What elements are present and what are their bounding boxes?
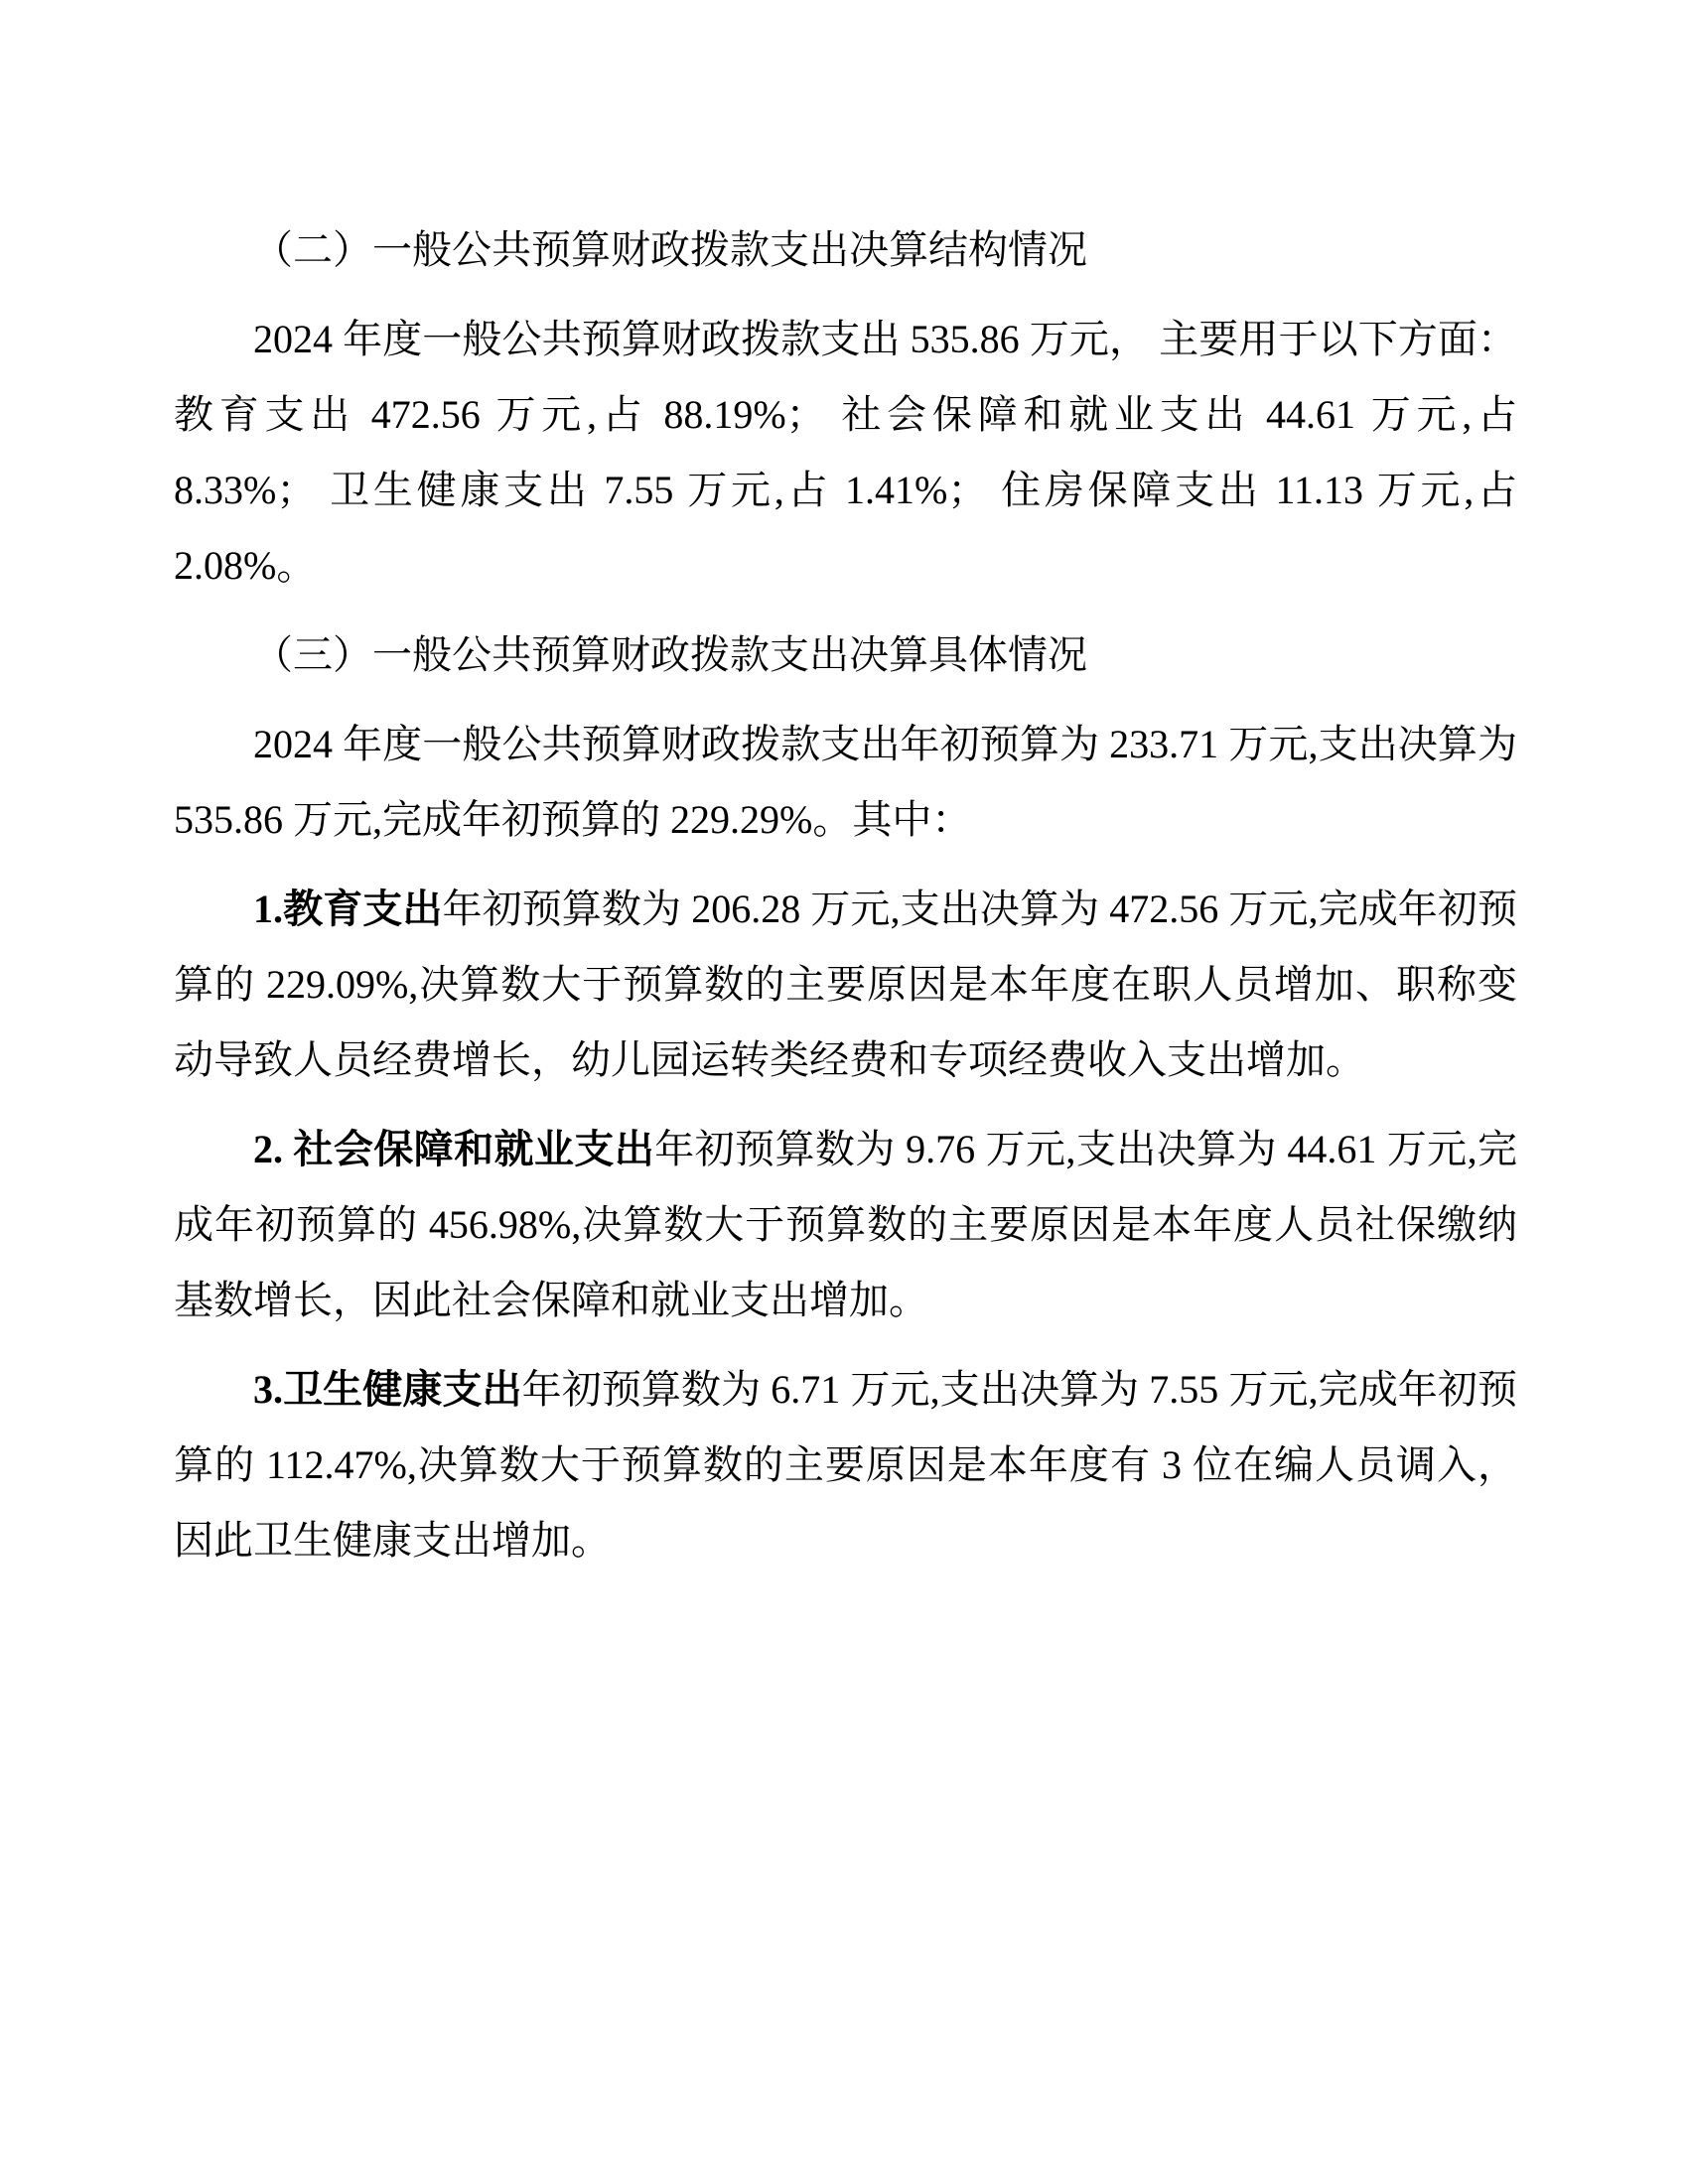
section-heading bbox=[174, 617, 1517, 693]
item-lead-bold: 3.卫生健康支出 bbox=[253, 1367, 522, 1412]
paragraph-text: 2024 年度一般公共预算财政拨款支出年初预算为 233.71 万元,支出决算为 535.86 万元,完成年初预算的 229.29%。其中： bbox=[174, 722, 1517, 842]
body-paragraph bbox=[174, 872, 1517, 1098]
heading-text: （三）一般公共预算财政拨款支出决算具体情况 bbox=[253, 632, 1087, 677]
document-body bbox=[174, 212, 1517, 1578]
paragraph-text: 年初预算数为 206.28 万元,支出决算为 472.56 万元,完成年初预算的 229.09%,决算数大于预算数的主要原因是本年度在职人员增加、职称变动导致人员经费增长，幼儿园运转类经费和专项经费收入支出增加。 bbox=[174, 887, 1517, 1082]
paragraph-text: 年初预算数为 6.71 万元,支出决算为 7.55 万元,完成年初预算的 112.47%,决算数大于预算数的主要原因是本年度有 3 位在编人员调入，因此卫生健康支出增加。 bbox=[174, 1367, 1517, 1563]
body-paragraph bbox=[174, 1112, 1517, 1338]
section-heading bbox=[174, 212, 1517, 288]
heading-text: （二）一般公共预算财政拨款支出决算结构情况 bbox=[253, 227, 1087, 272]
body-paragraph bbox=[174, 1352, 1517, 1578]
paragraph-text: 年初预算数为 9.76 万元,支出决算为 44.61 万元,完成年初预算的 456.98%,决算数大于预算数的主要原因是本年度人员社保缴纳基数增长，因此社会保障和就业支出增加。 bbox=[174, 1127, 1518, 1322]
paragraph-text: 2024 年度一般公共预算财政拨款支出 535.86 万元， 主要用于以下方面：教育支出 472.56 万元,占 88.19%； 社会保障和就业支出 44.61 万元,占 8.33%； 卫生健康支出 7.55 万元,占 1.41%； 住房保障支出 11.13 万元,占 2.08%。 bbox=[174, 317, 1517, 588]
item-lead-bold: 1.教育支出 bbox=[253, 887, 443, 931]
item-lead-bold: 2. 社会保障和就业支出 bbox=[253, 1127, 655, 1171]
body-paragraph bbox=[174, 707, 1517, 858]
body-paragraph bbox=[174, 302, 1517, 604]
